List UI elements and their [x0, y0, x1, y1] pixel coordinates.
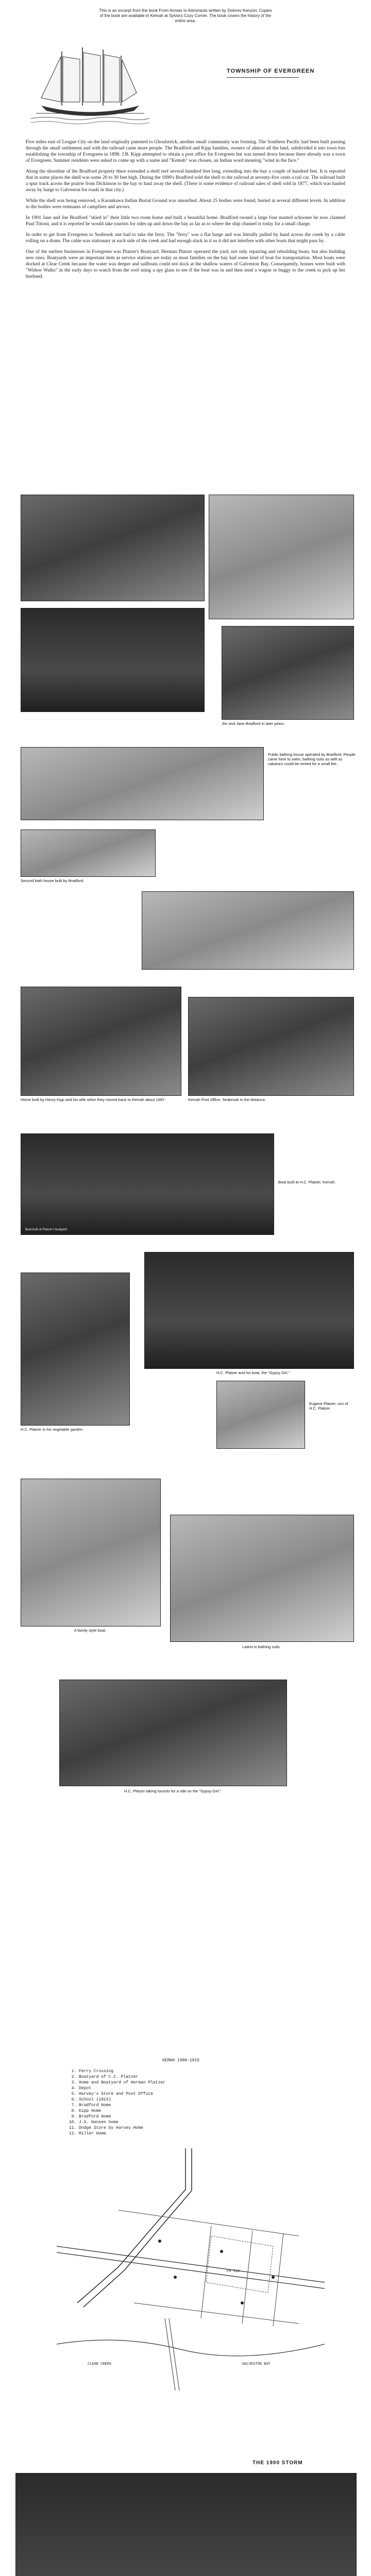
legend-item: 3. Home and Boatyard of Herman Platzer	[79, 2080, 165, 2086]
paragraph: Five miles east of League City on the land originally patented to Ghoulstrick, another small community was forming. The Southern Pacific had been built passing through the small settlement and with the railroad came more people. The Bradford and Kipp families, owners of almost all the land, subdivided it into town lots establishing the township of Evergreen in 1898. J.B. Kipp attempted to obtain a post office for Evergreen but was turned down because there already was a town of Evergreen. Summer residents were asked to come up with a name and "Kemah" was chosen, an Indian word meaning "wind in the face."	[26, 140, 345, 163]
legend-item: 10. J.S. Hansen home	[79, 2120, 165, 2125]
legend-item: 2. Boatyard of C.C. Platzer	[79, 2074, 165, 2080]
paragraph: While the shell was being removed, a Karankawa Indian Burial Ground was unearthed. About 25 bodies were found, buried at several different levels. In addition to the bodies were remnants of campfires and arrows.	[26, 198, 345, 210]
photo-storm-damage	[15, 2473, 357, 2576]
caption: Latest in bathing suits.	[242, 1645, 281, 1649]
photo-kipp-home	[21, 987, 181, 1096]
caption: Eugene Platzer, son of H.C. Platzer.	[309, 1401, 348, 1411]
caption: Kemah Post Office. Seabrook in the distance.	[188, 1097, 266, 1102]
photo-bathing-house	[21, 747, 264, 820]
schooner-illustration	[31, 41, 149, 129]
map-legend	[70, 2069, 165, 2137]
map-heading: KEMAH 1900-1915	[162, 2058, 200, 2063]
paragraph: One of the earliest businesses in Evergreen was Platzer's Boatyard. Herman Platzer operated the yard, not only repairing and rebuilding boats, but also building new ones. Boatyards were an important item as service stations are today as most families on the bay had some kind of boat for transportation. Most boats were docked at Clear Creek because the water was deeper and sailboats could not dock at the shallow waters of Galveston Bay. Consequently, houses were built with "Widow Walks" in the early days to watch from the roof using a spy glass to see if the boat was in and then send a wagon or buggy to the creek to pick up her husband.	[26, 249, 345, 279]
photo-bathhouse-pier	[142, 891, 354, 970]
caption: Jim and Jane Bradford in later years.	[222, 721, 285, 726]
header-note: This is an excerpt from the book From Arrows to Astronauts written by Dolores Kenyon. Copies of the book are available in Kemah at Sylvia's Cozy Corner. The book covers the history of the entire area.	[99, 8, 272, 23]
paragraph: In 1901 Jane and Joe Bradford "skied in" their little two room home and built a beautiful home. Bradford owned a large four masted schooner he now claimed Paul Tittoni, and it is reported he would take tourists for rides up and down the bay as far as to where the ship channel is today for a small charge.	[26, 215, 345, 227]
photo-tourists	[59, 1680, 287, 1786]
caption: Public bathing house operated by Bradford. People came here to swim, bathing suits as well as cabana's could be rented for a small fee.	[268, 752, 356, 766]
photo-second-bathhouse	[21, 829, 156, 877]
caption: H.C. Platzer and his boat, the "Gypsy Girl."	[216, 1370, 290, 1375]
storm-title: THE 1900 STORM	[252, 2460, 303, 2466]
caption: H.C. Platzer taking tourists for a ride on the "Gypsy Girl."	[124, 1789, 221, 1793]
photo-bradford-home	[21, 495, 205, 601]
caption: Boat built at Platzer's boatyard	[25, 1228, 68, 1231]
map-label-bay: GALVESTON BAY	[242, 2362, 271, 2366]
legend-item: 5. Harvey's Store and Post Office	[79, 2091, 165, 2097]
paragraph: Along the shoreline of the Bradford property there extended a shell reef several hundred feet long, extending into the bay a couple of hundred feet. It is reported that in some places the shell was some 20 to 30 feet high. During the 1890's Bradford sold the shell to the railroad at seventy-five cents a rail car. The railroad built a spur track across the prairie from Dickinson to the bay to haul away the shell. (There is some evidence of railroad sales of shell sold in 1877, which was hauled away by barge to Galveston for roads in that city.)	[26, 169, 345, 193]
legend-item: 11. Dodge Store by Harvey Home	[79, 2125, 165, 2131]
photo-jim-jane	[222, 626, 354, 720]
caption: A family style boat.	[74, 1628, 107, 1633]
page-title: TOWNSHIP OF EVERGREEN	[227, 68, 315, 74]
map-label-road: FM 518	[227, 2269, 240, 2274]
photo-bradford-couple	[209, 495, 354, 619]
legend-item: 6. School (1913)	[79, 2097, 165, 2103]
photo-post-office	[188, 997, 354, 1096]
caption: Second bath house built by Bradford.	[21, 878, 85, 883]
paragraph: In order to get from Evergreen to Seabrook one had to take the ferry. The "ferry" was a flat barge and was literally pulled by hand across the creek by a cable rolling on a drum. The cable was stationary at each side of the creek and had enough slack in it so it did not interfere with other boats that might pass by.	[26, 232, 345, 244]
legend-item: 7. Bradford Home	[79, 2103, 165, 2108]
photo-platzer-boat	[21, 1133, 274, 1235]
legend-item: 1. Ferry Crossing	[79, 2069, 165, 2074]
legend-item: 4. Depot	[79, 2086, 165, 2091]
photo-family-boat	[21, 1479, 161, 1626]
caption: Home built by Henry Kipp and his wife when they moved back to Kemah about 1897.	[21, 1097, 166, 1102]
body-text	[26, 139, 345, 284]
photo-gypsy-girl	[144, 1252, 354, 1369]
map-label-creek: CLEAR CREEK	[88, 2362, 112, 2366]
photo-bathing-suits	[170, 1515, 354, 1642]
caption: Boat built at H.C. Platzer, Kemah.	[278, 1180, 336, 1184]
photo-schooner	[21, 608, 205, 712]
kemah-street-map	[57, 2148, 325, 2401]
legend-item: 12. Miller Home	[79, 2131, 165, 2137]
legend-item: 8. Kipp Home	[79, 2108, 165, 2114]
photo-platzer-garden	[21, 1273, 130, 1426]
photo-eugene-platzer	[216, 1381, 305, 1449]
caption: H.C. Platzer in his vegetable garden.	[21, 1427, 84, 1432]
title-rule	[227, 77, 299, 78]
legend-item: 9. Bradford Home	[79, 2114, 165, 2120]
